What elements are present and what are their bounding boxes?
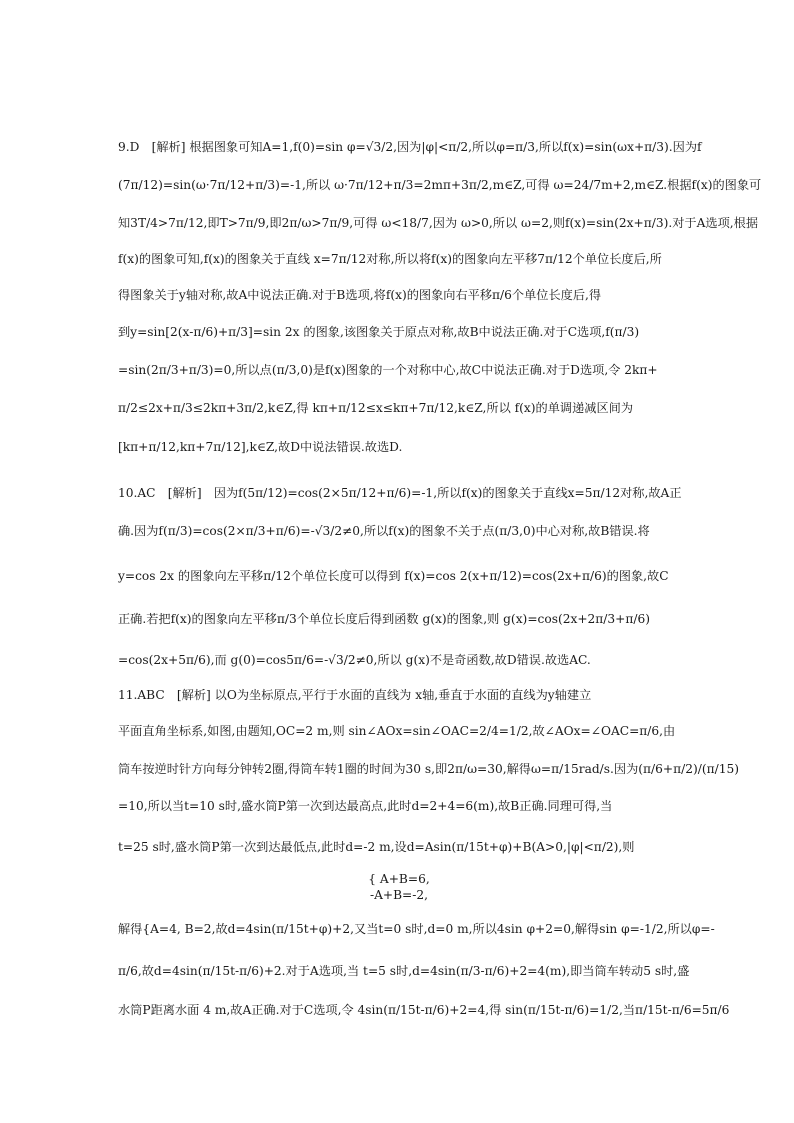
text-line: 解得{A=4, B=2,故d=4sin(π/15t+φ)+2,又当t=0 s时,d=0 m,所以4sin φ+2=0,解得sin φ=-1/2,所以φ=- [118,922,715,936]
equation-system-line-1: { A+B=6, [368,872,430,886]
text-line: 到y=sin[2(x-π/6)+π/3]=sin 2x 的图象,该图象关于原点对称,故B中说法正确.对于C选项,f(π/3) [118,325,640,339]
text-line: (7π/12)=sin(ω·7π/12+π/3)=-1,所以 ω·7π/12+π/3=2mπ+3π/2,m∈Z,可得 ω=24/7m+2,m∈Z.根据f(x)的图象可 [118,178,762,192]
text-line: 得图象关于y轴对称,故A中说法正确.对于B选项,将f(x)的图象向右平移π/6个单位长度后,得 [118,288,602,302]
text-line: 水筒P距离水面 4 m,故A正确.对于C选项,令 4sin(π/15t-π/6)+2=4,得 sin(π/15t-π/6)=1/2,当π/15t-π/6=5π/6 [118,1003,730,1017]
text-line: f(x)的图象可知,f(x)的图象关于直线 x=7π/12对称,所以将f(x)的图象向左平移7π/12个单位长度后,所 [118,252,662,266]
text-line: y=cos 2x 的图象向左平移π/12个单位长度可以得到 f(x)=cos 2(x+π/12)=cos(2x+π/6)的图象,故C [118,569,669,583]
text-line: t=25 s时,盛水筒P第一次到达最低点,此时d=-2 m,设d=Asin(π/15t+φ)+B(A>0,|φ|<π/2),则 [118,840,635,854]
equation-system-line-2: -A+B=-2, [369,888,429,902]
text-line: 9.D [解析] 根据图象可知A=1,f(0)=sin φ=√3/2,因为|φ|<π/2,所以φ=π/3,所以f(x)=sin(ωx+π/3).因为f [118,140,702,154]
text-line: 10.AC [解析] 因为f(5π/12)=cos(2×5π/12+π/6)=-1,所以f(x)的图象关于直线x=5π/12对称,故A正 [118,486,682,500]
text-line: 11.ABC [解析] 以O为坐标原点,平行于水面的直线为 x轴,垂直于水面的直线为y轴建立 [118,688,592,702]
text-line: [kπ+π/12,kπ+7π/12],k∈Z,故D中说法错误.故选D. [118,440,403,454]
text-line: π/6,故d=4sin(π/15t-π/6)+2.对于A选项,当 t=5 s时,d=4sin(π/3-π/6)+2=4(m),即当筒车转动5 s时,盛 [118,964,690,978]
text-line: =sin(2π/3+π/3)=0,所以点(π/3,0)是f(x)图象的一个对称中心,故C中说法正确.对于D选项,令 2kπ+ [118,363,658,377]
text-line: 知3T/4>7π/12,即T>7π/9,即2π/ω>7π/9,可得 ω<18/7,因为 ω>0,所以 ω=2,则f(x)=sin(2x+π/3).对于A选项,根据 [118,216,759,230]
text-line: π/2≤2x+π/3≤2kπ+3π/2,k∈Z,得 kπ+π/12≤x≤kπ+7π/12,k∈Z,所以 f(x)的单调递减区间为 [118,401,634,415]
text-line: 正确.若把f(x)的图象向左平移π/3个单位长度后得到函数 g(x)的图象,则 g(x)=cos(2x+2π/3+π/6) [118,612,651,626]
text-line: =10,所以当t=10 s时,盛水筒P第一次到达最高点,此时d=2+4=6(m),故B正确.同理可得,当 [118,799,613,813]
text-line: 确.因为f(π/3)=cos(2×π/3+π/6)=-√3/2≠0,所以f(x)的图象不关于点(π/3,0)中心对称,故B错误.将 [118,524,650,538]
text-line: 平面直角坐标系,如图,由题知,OC=2 m,则 sin∠AOx=sin∠OAC=2/4=1/2,故∠AOx=∠OAC=π/6,由 [118,724,676,738]
text-line: 筒车按逆时针方向每分钟转2圈,得筒车转1圈的时间为30 s,即2π/ω=30,解得ω=π/15rad/s.因为(π/6+π/2)/(π/15) [118,762,739,776]
text-line: =cos(2x+5π/6),而 g(0)=cos5π/6=-√3/2≠0,所以 g(x)不是奇函数,故D错误.故选AC. [118,653,591,667]
